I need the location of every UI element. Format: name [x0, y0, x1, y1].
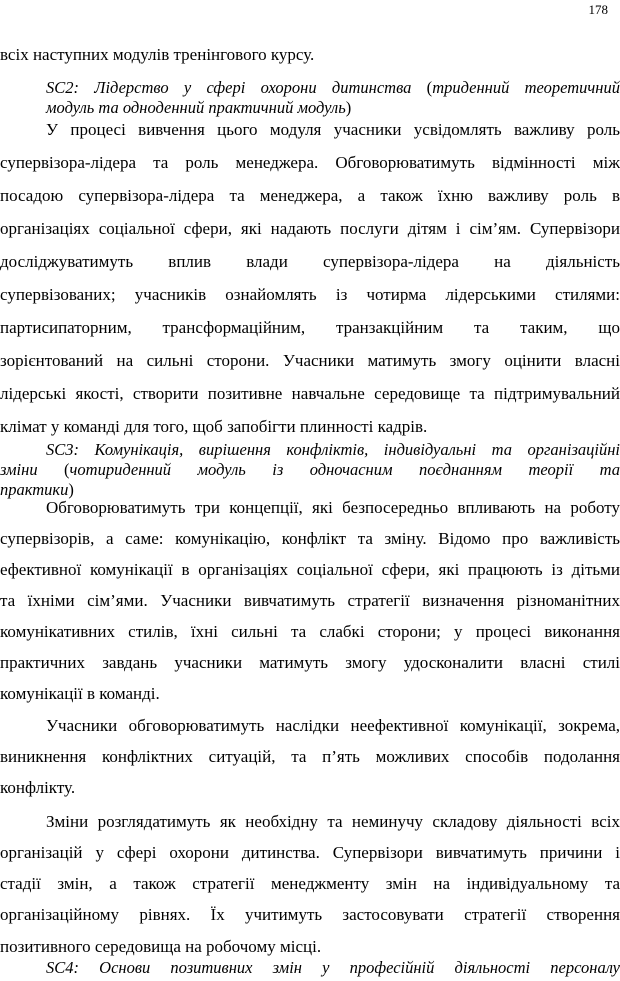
text-line: організацій у сфері охорони дитинства. Супервізори вивчатимуть причини і: [0, 843, 620, 862]
text-line: зорієнтований на сильні сторони. Учасники матимуть змогу оцінити власні: [0, 351, 620, 370]
bracket-close: ): [345, 98, 352, 117]
heading-title-cont: зміни: [0, 460, 38, 479]
text-line: комунікативних стилів, їхні сильні та слабкі сторони; у процесі виконання: [0, 622, 620, 641]
bracket-open: (: [411, 78, 433, 97]
text-line: всіх наступних модулів тренінгового курсу.: [0, 45, 315, 64]
text-line: супервізора-лідера та роль менеджера. Обговорюватимуть відмінності між: [0, 153, 620, 172]
text-line: ефективної комунікації в організаціях соціальної сфери, які працюють із дітьми: [0, 560, 620, 579]
text-line: виникнення конфліктних ситуацій, та п’ять можливих способів подолання: [0, 747, 620, 766]
text-line: У процесі вивчення цього модуля учасники усвідомлять важливу роль: [46, 120, 620, 139]
text-line: конфлікту.: [0, 778, 76, 797]
text-line: стадії змін, а також стратегії менеджменту змін на індивідуальному та: [0, 874, 620, 893]
heading-duration-cont: практики: [0, 480, 69, 499]
heading-duration-cont: модуль та одноденний практичний модуль: [46, 98, 346, 117]
heading-duration: чотириденний модуль із одночасним поєднанням теорії та: [69, 460, 620, 479]
text-line: організаційному рівнях. Їх учитимуть застосовувати стратегії створення: [0, 905, 620, 924]
heading-duration: триденний теоретичний: [432, 78, 620, 97]
text-line: Зміни розглядатимуть як необхідну та неминучу складову діяльності всіх: [46, 812, 620, 831]
text-line: лідерські якості, створити позитивне навчальне середовище та підтримувальний: [0, 384, 620, 403]
module-heading-sc3: SC3: Комунікація, вирішення конфліктів, індивідуальні та організаційні: [46, 440, 620, 459]
bracket-close: ): [68, 480, 74, 499]
text-line: посадою супервізора-лідера та менеджера, а також їхню важливу роль в: [0, 186, 620, 205]
module-heading-sc3-cont: [0, 460, 620, 480]
text-line: комунікації в команді.: [0, 684, 160, 703]
page-number: 178: [588, 2, 608, 17]
module-heading-sc2-cont: [46, 98, 351, 118]
text-line: супервізованих; учасників ознайомлять із чотирма лідерськими стилями:: [0, 285, 620, 304]
text-line: клімат у команді для того, щоб запобігти плинності кадрів.: [0, 417, 428, 436]
text-line: організаціях соціальної сфери, які надають послуги дітям і сім’ям. Супервізори: [0, 219, 620, 238]
text-line: досліджуватимуть вплив влади супервізора-лідера на діяльність: [0, 252, 620, 271]
text-line: партисипаторним, трансформаційним, транзакційним та таким, що: [0, 318, 620, 337]
text-line: Обговорюватимуть три концепції, які безпосередньо впливають на роботу: [46, 498, 620, 517]
text-line: практичних завдань учасники матимуть змогу удосконалити власні стилі: [0, 653, 620, 672]
bracket-open: (: [37, 460, 70, 479]
text-line: та їхніми сім’ями. Учасники вивчатимуть стратегії визначення різноманітних: [0, 591, 620, 610]
text-line: Учасники обговорюватимуть наслідки неефективної комунікації, зокрема,: [46, 716, 620, 735]
module-heading-sc2: [46, 78, 620, 98]
module-heading-sc3-end: [0, 480, 74, 500]
text-line: супервізорів, а саме: комунікацію, конфлікт та зміну. Відомо про важливість: [0, 529, 620, 548]
heading-title: SC2: Лідерство у сфері охорони дитинства: [46, 78, 412, 97]
module-heading-sc4: SC4: Основи позитивних змін у професійній діяльності персоналу: [46, 958, 620, 977]
text-line: позитивного середовища на робочому місці.: [0, 937, 322, 956]
